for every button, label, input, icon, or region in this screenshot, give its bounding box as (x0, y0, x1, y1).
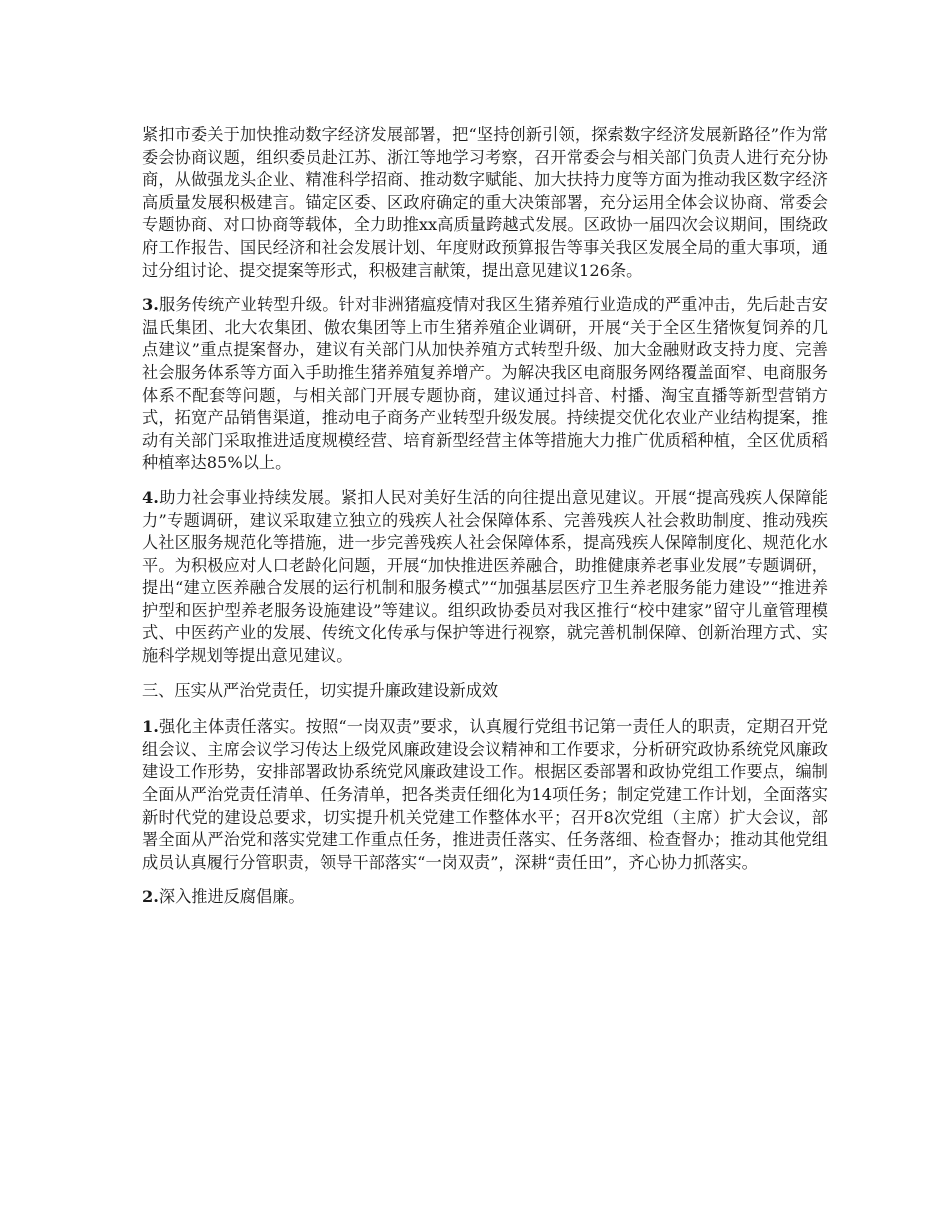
item-number: 3. (142, 295, 159, 315)
item-text: 服务传统产业转型升级。针对非洲猪瘟疫情对我区生猪养殖行业造成的严重冲击，先后赴吉安温氏集团、北大农集团、傲农集团等上市生猪养殖企业调研，开展“关于全区生猪恢复饲养的几点建议”重点提案督办，建议有关部门从加快养殖方式转型升级、加大金融财政支持力度、完善社会服务体系等方面入手助推生猪养殖复养增产。为解决我区电商服务网络覆盖面窄、电商服务体系不配套等问题，与相关部门开展专题协商，建议通过抖音、村播、淘宝直播等新型营销方式，拓宽产品销售渠道，推动电子商务产业转型升级发展。持续提交优化农业产业结构提案，推动有关部门采取推进适度规模经营、培育新型经营主体等措施大力推广优质稻种植，全区优质稻种植率达85%以上。 (142, 295, 828, 473)
document-body (142, 124, 828, 921)
paragraph-item-3 (142, 294, 828, 475)
paragraph-item-4 (142, 487, 828, 668)
section-heading: 三、压实从严治党责任，切实提升廉政建设新成效 (142, 680, 499, 700)
paragraph-digital-economy: 紧扣市委关于加快推动数字经济发展部署，把“坚持创新引领，探索数字经济发展新路径”作为常委会协商议题，组织委员赴江苏、浙江等地学习考察，召开常委会与相关部门负责人进行充分协商，从做强龙头企业、精准科学招商、推动数字赋能、加大扶持力度等方面为推动我区数字经济高质量发展积极建言。锚定区委、区政府确定的重大决策部署，充分运用全体会议协商、常委会专题协商、对口协商等载体，全力助推xx高质量跨越式发展。区政协一届四次会议期间，围绕政府工作报告、国民经济和社会发展计划、年度财政预算报告等事关我区发展全局的重大事项，通过分组讨论、提交提案等形式，积极建言献策，提出意见建议126条。 (142, 125, 828, 280)
item-number: 1. (142, 717, 159, 737)
item-number: 4. (142, 487, 159, 507)
paragraph-item-2 (142, 886, 828, 909)
paragraph-item-1 (142, 716, 828, 874)
item-text: 深入推进反腐倡廉。 (158, 887, 305, 907)
item-text: 助力社会事业持续发展。紧扣人民对美好生活的向往提出意见建议。开展“提高残疾人保障能力”专题调研，建议采取建立独立的残疾人社会保障体系、完善残疾人社会救助制度、推动残疾人社区服务规范化等措施，进一步完善残疾人社会保障体系，提高残疾人保障制度化、规范化水平。为积极应对人口老龄化问题，开展“加快推进医养融合，助推健康养老事业发展”专题调研，提出“建立医养融合发展的运行机制和服务模式”“加强基层医疗卫生养老服务能力建设”“推进养护型和医护型养老服务设施建设”等建议。组织政协委员对我区推行“校中建家”留守儿童管理模式、中医药产业的发展、传统文化传承与保护等进行视察，就完善机制保障、创新治理方式、实施科学规划等提出意见建议。 (142, 487, 828, 666)
item-text: 强化主体责任落实。按照“一岗双责”要求，认真履行党组书记第一责任人的职责，定期召开党组会议、主席会议学习传达上级党风廉政建设会议精神和工作要求，分析研究政协系统党风廉政建设工作形势，安排部署政协系统党风廉政建设工作。根据区委部署和政协党组工作要点，编制全面从严治党责任清单、任务清单，把各类责任细化为14项任务；制定党建工作计划，全面落实新时代党的建设总要求，切实提升机关党建工作整体水平；召开8次党组（主席）扩大会议，部署全面从严治党和落实党建工作重点任务，推进责任落实、任务落细、检查督办；推动其他党组成员认真履行分管职责，领导干部落实“一岗双责”，深耕“责任田”，齐心协力抓落实。 (142, 717, 828, 872)
item-number: 2. (142, 887, 159, 907)
